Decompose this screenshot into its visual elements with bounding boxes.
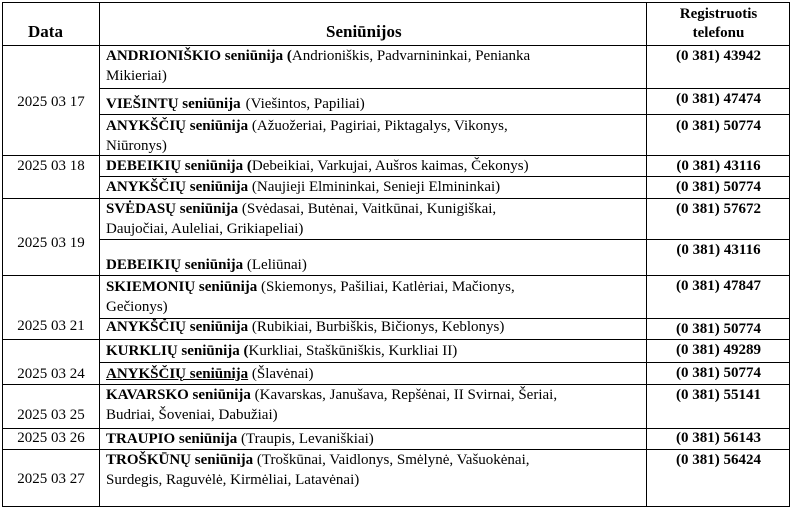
ward-villages: (Troškūnai, Vaidlonys, Smėlynė, Vašuokėnai, <box>256 452 530 468</box>
ward-name: ANYKŠČIŲ seniūnija <box>106 179 249 195</box>
date-cell: 2025 03 17 <box>17 94 85 110</box>
ward-name: VIEŠINTŲ seniūnija <box>106 96 241 112</box>
phone-cell: (0 381) 55141 <box>676 387 761 403</box>
phone-cell: (0 381) 50774 <box>676 365 761 381</box>
header-wards: Seniūnijos <box>326 22 402 41</box>
ward-villages: (Rubikiai, Burbiškis, Bičionys, Keblonys) <box>251 319 505 335</box>
ward-villages: (Viešintos, Papiliai) <box>245 96 365 112</box>
ward-villages-cont: Gečionys) <box>106 299 168 315</box>
ward-villages: (Naujieji Elmininkai, Senieji Elmininkai) <box>251 179 501 195</box>
ward-villages-cont: Daujočiai, Auleliai, Grikiapeliai) <box>106 221 304 237</box>
phone-cell: (0 381) 43942 <box>676 48 761 64</box>
date-cell: 2025 03 24 <box>17 366 85 382</box>
table-row <box>106 450 530 490</box>
ward-name: ANYKŠČIŲ seniūnija <box>106 319 249 335</box>
table-row <box>106 46 530 86</box>
ward-name: SKIEMONIŲ seniūnija <box>106 279 258 295</box>
ward-villages: (Šlavėnai) <box>251 366 314 382</box>
table-row <box>106 255 307 275</box>
ward-name: ANYKŠČIŲ seniūnija <box>106 118 249 134</box>
ward-villages-cont: Mikieriai) <box>106 68 167 84</box>
phone-cell: (0 381) 43116 <box>676 158 761 174</box>
ward-name: DEBEIKIŲ seniūnija ( <box>106 158 252 174</box>
header-date: Data <box>28 22 63 41</box>
phone-cell: (0 381) 43116 <box>676 242 761 258</box>
table-row <box>106 429 374 449</box>
table-row <box>106 385 557 425</box>
ward-name: KURKLIŲ seniūnija ( <box>106 343 249 359</box>
phone-cell: (0 381) 49289 <box>676 342 761 358</box>
table-row <box>106 341 457 361</box>
ward-name: ANYKŠČIŲ seniūnija <box>106 366 249 382</box>
table-row <box>106 116 508 156</box>
ward-villages: (Kavarskas, Janušava, Repšėnai, II Svirnai, Šeriai, <box>254 387 558 403</box>
table-row <box>106 94 365 114</box>
table-row <box>106 277 515 317</box>
phone-cell: (0 381) 50774 <box>676 118 761 134</box>
ward-villages-cont: Surdegis, Raguvėlė, Kirmėliai, Latavėnai) <box>106 472 360 488</box>
ward-name: TROŠKŪNŲ seniūnija <box>106 452 254 468</box>
phone-cell: (0 381) 50774 <box>676 321 761 337</box>
table-row <box>106 156 529 176</box>
phone-cell: (0 381) 47474 <box>676 91 761 107</box>
ward-villages-cont: Budriai, Šoveniai, Dabužiai) <box>106 407 278 423</box>
ward-name: SVĖDASŲ seniūnija <box>106 201 239 217</box>
phone-cell: (0 381) 57672 <box>676 201 761 217</box>
phone-cell: (0 381) 56424 <box>676 452 761 468</box>
date-cell: 2025 03 25 <box>17 407 85 423</box>
table-row <box>106 364 314 384</box>
ward-name: ANDRIONIŠKIO seniūnija ( <box>106 48 292 64</box>
date-cell: 2025 03 18 <box>17 158 85 174</box>
table-row <box>106 317 504 337</box>
date-cell: 2025 03 19 <box>17 235 85 251</box>
ward-villages: (Svėdasai, Butėnai, Vaitkūnai, Kunigiškai, <box>241 201 497 217</box>
phone-cell: (0 381) 50774 <box>676 179 761 195</box>
ward-villages: (Ažuožeriai, Pagiriai, Piktagalys, Vikonys, <box>251 118 508 134</box>
ward-villages: (Traupis, Levaniškiai) <box>241 431 374 447</box>
phone-cell: (0 381) 56143 <box>676 430 761 446</box>
ward-name: KAVARSKO seniūnija <box>106 387 251 403</box>
table-row <box>106 177 500 197</box>
ward-villages: (Skiemonys, Pašiliai, Katlėriai, Mačionys, <box>261 279 515 295</box>
ward-villages: Debeikiai, Varkujai, Aušros kaimas, Čekonys) <box>251 158 529 174</box>
header-phone-line2: telefonu <box>692 25 745 41</box>
ward-villages: Andrioniškis, Padvarnininkai, Penianka <box>291 48 531 64</box>
ward-name: DEBEIKIŲ seniūnija <box>106 257 244 273</box>
date-cell: 2025 03 21 <box>17 318 85 334</box>
ward-villages: (Leliūnai) <box>246 257 307 273</box>
phone-cell: (0 381) 47847 <box>676 278 761 294</box>
ward-villages: Kurkliai, Staškūniškis, Kurkliai II) <box>248 343 458 359</box>
ward-villages-cont: Niūronys) <box>106 138 167 154</box>
header-phone <box>647 5 790 43</box>
table-row <box>106 199 496 239</box>
header-phone-line1: Registruotis <box>679 6 758 22</box>
date-cell: 2025 03 26 <box>17 430 85 446</box>
ward-name: TRAUPIO seniūnija <box>106 431 238 447</box>
date-cell: 2025 03 27 <box>17 471 85 487</box>
